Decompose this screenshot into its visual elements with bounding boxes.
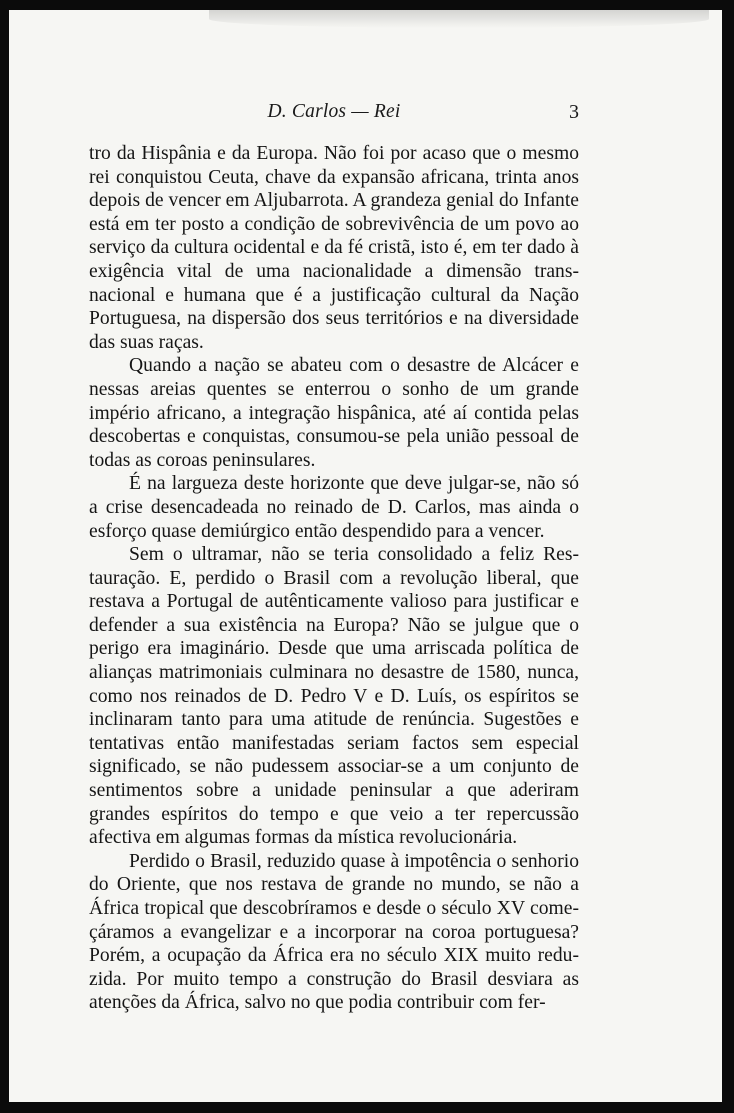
paragraph: É na largueza deste horizonte que deve julgar-se, não só a crise desencadeada no reinado de D. Carlos, mas ainda o esforço quase demiúrgico então despendido para a vencer. bbox=[89, 473, 579, 542]
running-title: D. Carlos — Rei bbox=[267, 101, 401, 122]
paragraph: Sem o ultramar, não se teria consolidado a feliz Restauração. E, perdido o Brasil com a revolução liberal, que restava a Portugal de autênticamente valioso para justificar e defender a sua existência na Europa? Não se julgue que o perigo era imaginário. Desde que uma arriscada política de alianças matrimoniais culminara no desastre de 1580, nunca, como nos reinados de D. Pedro V e D. Luís, os espíritos se inclinaram tanto para uma atitude de renúncia. Sugestões e tentativas então manifestadas seriam factos sem especial significado, se não pudessem associar-se a um conjunto de sentimentos sobre a unidade peninsular a que aderiram grandes espíritos do tempo e que veio a ter repercussão afectiva em algumas formas da mística revolucionária. bbox=[89, 544, 579, 849]
paragraph: tro da Hispânia e da Europa. Não foi por acaso que o mesmo rei conquistou Ceuta, chave da expansão africana, trinta anos depois de vencer em Aljubarrota. A grandeza genial do Infante está em ter posto a condição de sobrevivência de um povo ao serviço da cultura ocidental e da fé cristã, isto é, em ter dado à exigência vital de uma nacionalidade a dimensão trans-nacional e humana que é a justificação cultural da Nação Portuguesa, na dispersão dos seus territórios e na diversidade das suas raças. bbox=[89, 143, 579, 353]
paragraph: Quando a nação se abateu com o desastre de Alcácer e nessas areias quentes se enterrou o sonho de um grande império africano, a integração hispânica, até aí contida pelas descobertas e conquistas, consumou-se pela união pessoal de todas as coroas peninsulares. bbox=[89, 355, 579, 471]
page-number: 3 bbox=[569, 101, 579, 123]
page-header bbox=[89, 98, 579, 132]
body-text bbox=[89, 142, 579, 1015]
document-page bbox=[9, 10, 722, 1102]
paragraph: Perdido o Brasil, reduzido quase à impotência o senhorio do Oriente, que nos restava de grande no mundo, se não a África tropical que descobríramos e desde o século XV começáramos a evangelizar e a incorporar na coroa portuguesa? Porém, a ocupação da África era no século XIX muito reduzida. Por muito tempo a construção do Brasil desviara as atenções da África, salvo no que podia contribuir com fer- bbox=[89, 850, 579, 1014]
